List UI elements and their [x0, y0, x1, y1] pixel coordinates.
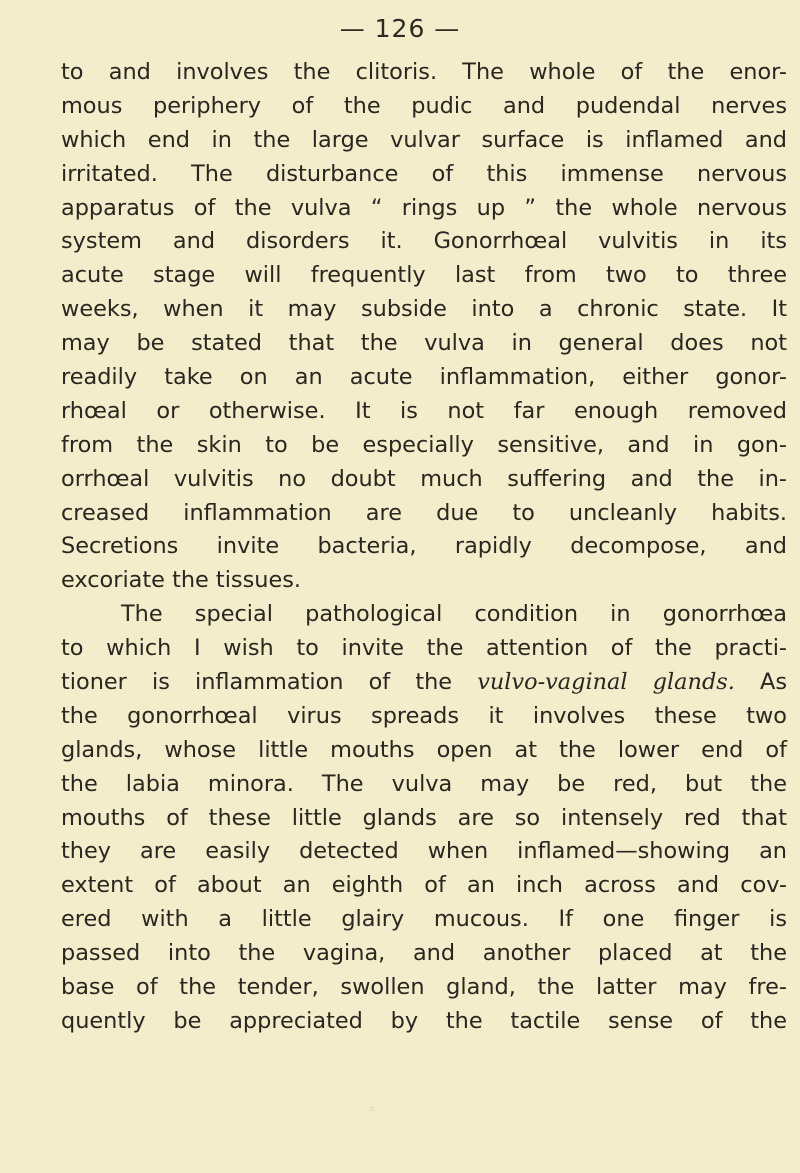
text-line-21: glands, whose little mouths open at the lower end of: [61, 736, 787, 763]
text-line-5: apparatus of the vulva “ rings up ” the whole nervous: [61, 194, 787, 221]
text-line-8: weeks, when it may subside into a chronic state. It: [61, 296, 787, 323]
text-line-13: orrhœal vulvitis no doubt much suffering and the in-: [61, 465, 787, 492]
text-line-3: which end in the large vulvar surface is inflamed and: [61, 126, 787, 153]
text-line-17: The special pathological condition in gonorrhœa: [121, 601, 787, 628]
page-number: — 126 —: [339, 14, 461, 43]
text-line-19: [61, 666, 787, 700]
text-line-7: acute stage will frequently last from two to three: [61, 262, 787, 289]
italic-term: vulvo-vaginal glands.: [477, 669, 735, 696]
text-line-12: from the skin to be especially sensitive, and in gon-: [61, 431, 787, 458]
paper-speck: ◦: [368, 1102, 377, 1118]
text-line-6: system and disorders it. Gonorrhœal vulvitis in its: [61, 228, 787, 255]
text-line-19-roman: tioner is inflammation of the: [61, 669, 453, 696]
text-line-11: rhœal or otherwise. It is not far enough removed: [61, 397, 787, 424]
text-line-14: creased inflammation are due to uncleanly habits.: [61, 499, 787, 526]
text-line-28: base of the tender, swollen gland, the latter may fre-: [61, 974, 787, 1001]
text-line-29: quently be appreciated by the tactile sense of the: [61, 1007, 787, 1034]
text-line-9: may be stated that the vulva in general does not: [61, 330, 787, 357]
body-text: [61, 56, 787, 1039]
text-line-10: readily take on an acute inflammation, either gonor-: [61, 364, 787, 391]
text-line-1: to and involves the clitoris. The whole of the enor-: [61, 59, 787, 85]
text-line-2: mous periphery of the pudic and pudendal nerves: [61, 92, 787, 119]
text-line-4: irritated. The disturbance of this immense nervous: [61, 160, 787, 187]
text-line-18: to which I wish to invite the attention of the practi-: [61, 635, 787, 662]
text-line-27: passed into the vagina, and another placed at the: [61, 940, 787, 967]
text-line-16: excoriate the tissues.: [61, 567, 302, 594]
text-line-15: Secretions invite bacteria, rapidly decompose, and: [61, 533, 787, 560]
text-line-24: they are easily detected when inflamed—showing an: [61, 838, 787, 865]
text-line-19-end: As: [760, 669, 788, 696]
text-line-25: extent of about an eighth of an inch across and cov-: [61, 872, 787, 899]
text-line-23: mouths of these little glands are so intensely red that: [61, 804, 787, 831]
text-line-22: the labia minora. The vulva may be red, but the: [61, 770, 787, 797]
text-line-26: ered with a little glairy mucous. If one finger is: [61, 906, 787, 933]
text-line-20: the gonorrhœal virus spreads it involves these two: [61, 702, 787, 729]
